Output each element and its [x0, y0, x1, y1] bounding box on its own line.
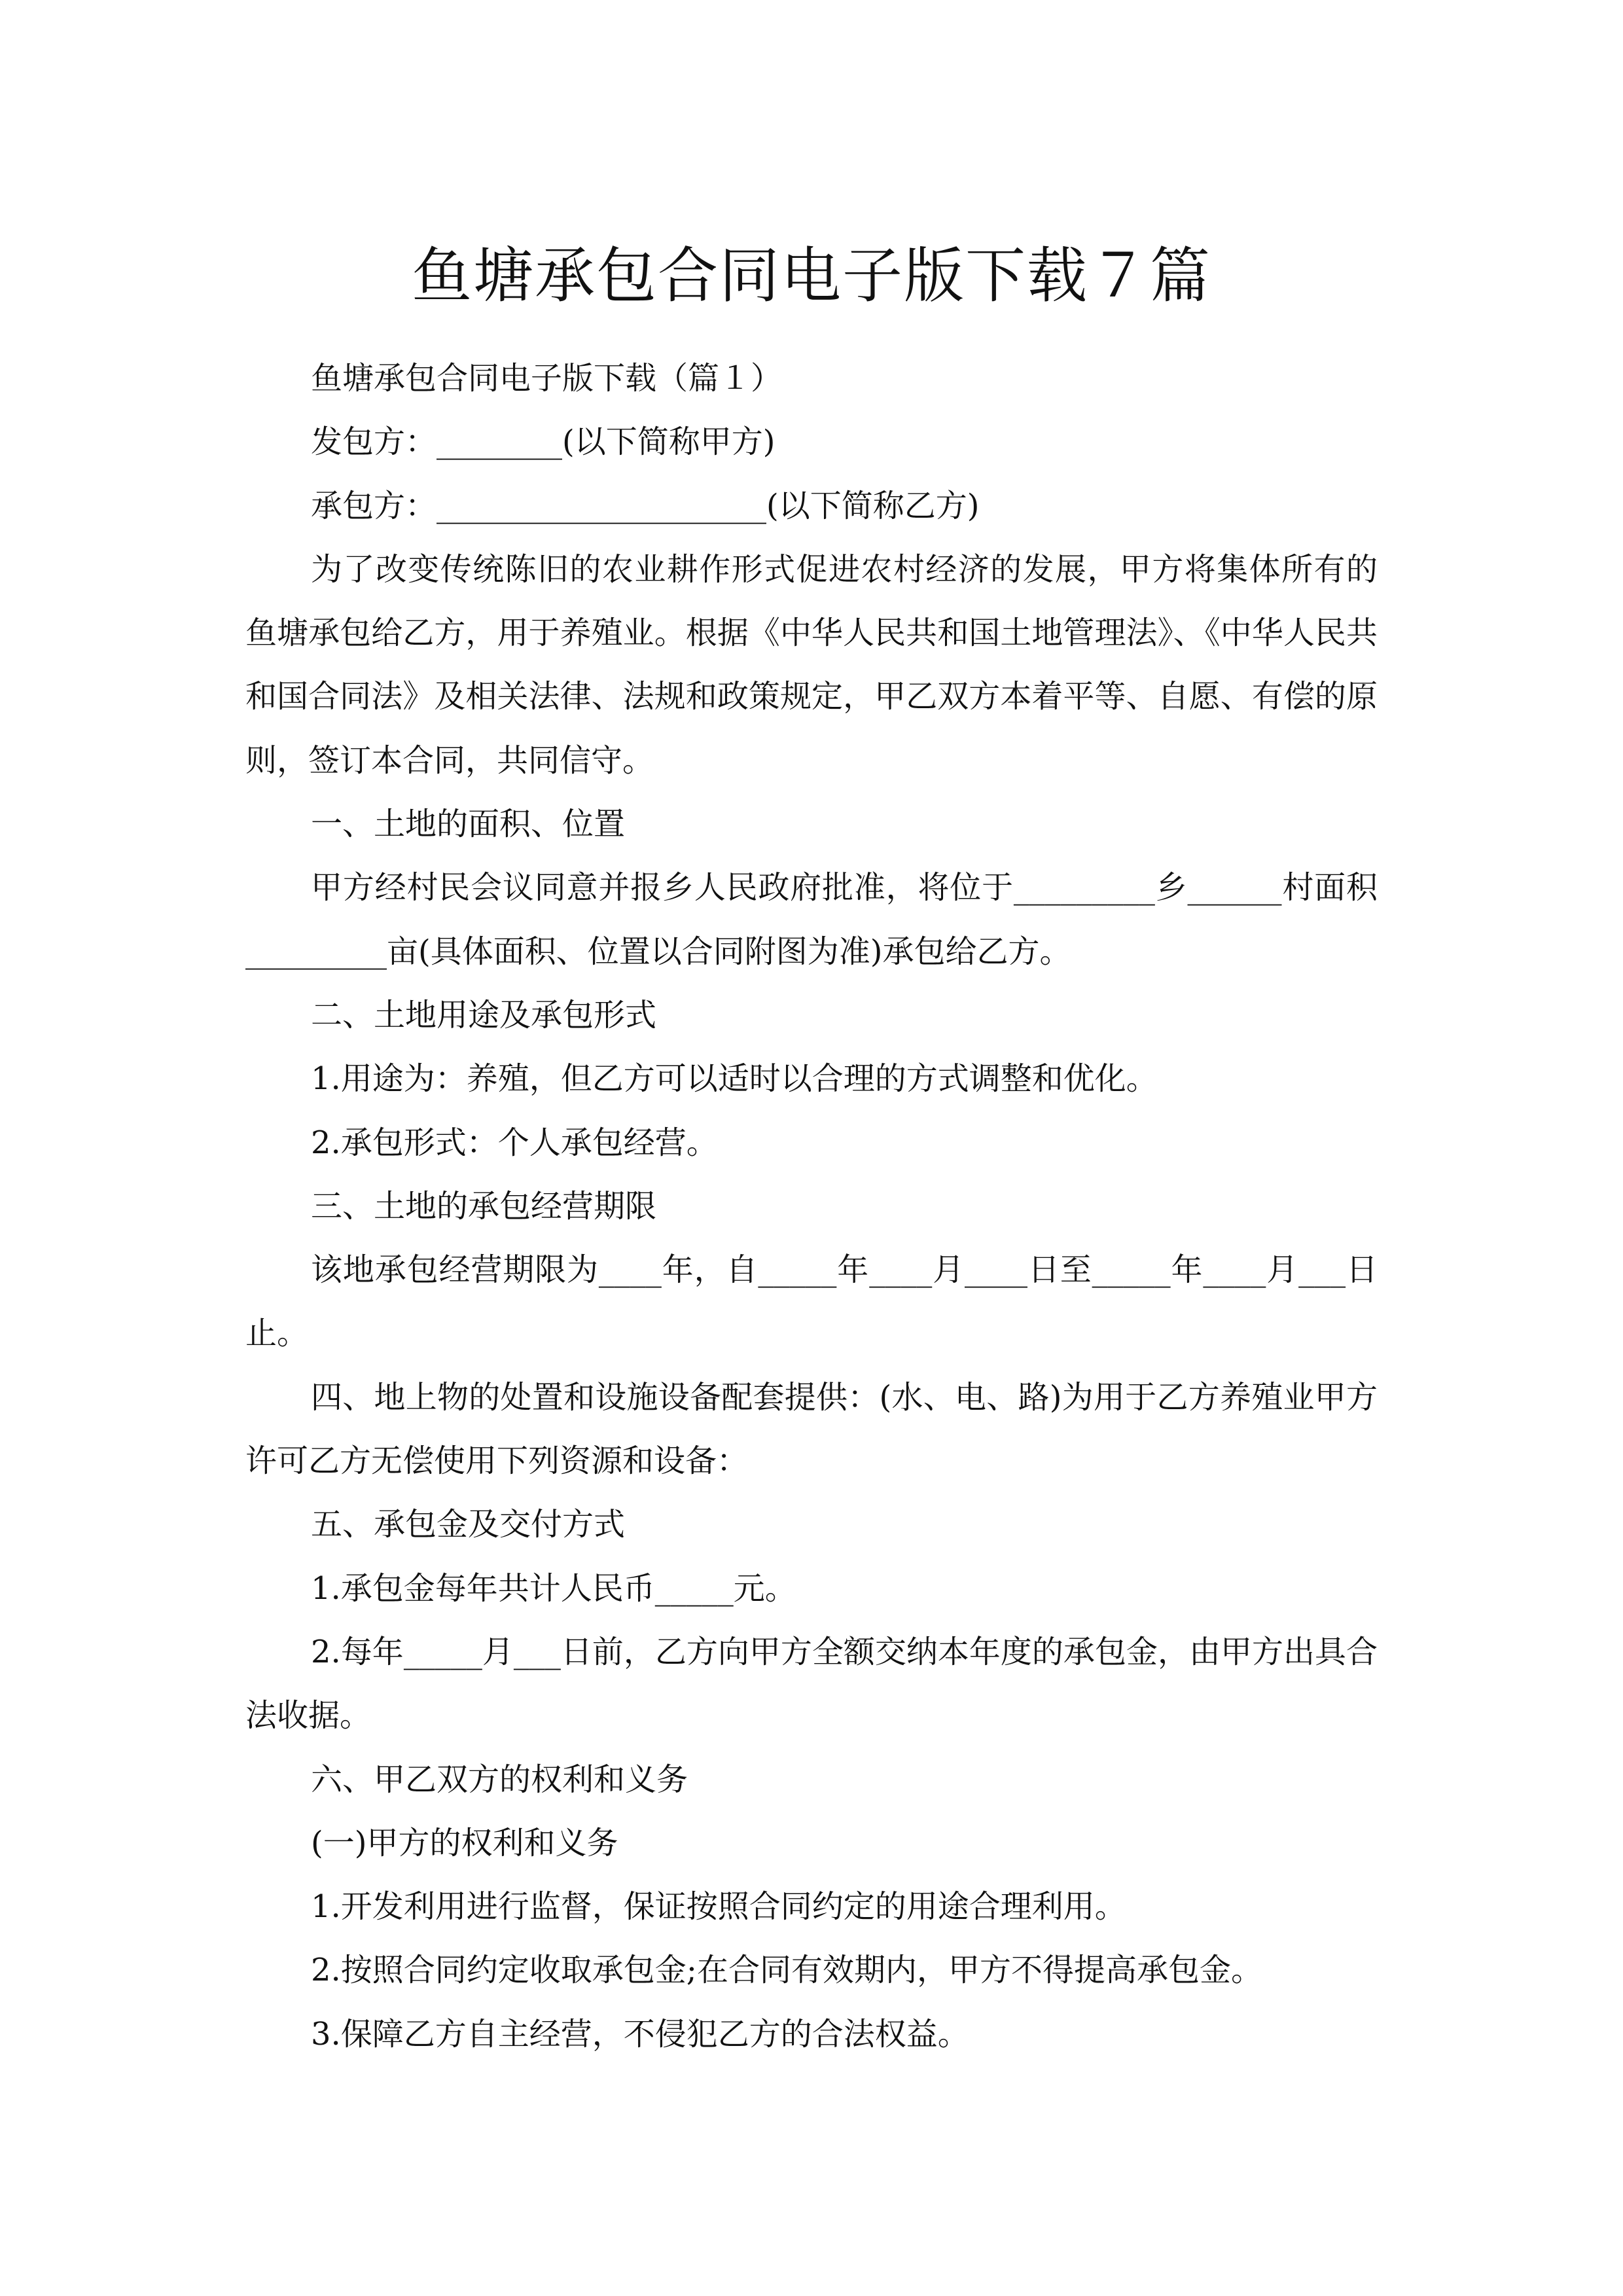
clause-item: 1.用途为：养殖，但乙方可以适时以合理的方式调整和优化。 — [311, 1060, 1158, 1098]
clause-item: 2.每年_____月___日前，乙方向甲方全额交纳本年度的承包金，由甲方出具合法收据。 — [245, 1633, 1378, 1734]
clause-heading: 五、承包金及交付方式 — [311, 1506, 626, 1543]
clause-heading: 一、土地的面积、位置 — [311, 806, 626, 843]
document-body — [245, 347, 1378, 2066]
preamble-paragraph: 为了改变传统陈旧的农业耕作形式促进农村经济的发展，甲方将集体所有的鱼塘承包给乙方，用于养殖业。根据《中华人民共和国土地管理法》、《中华人民共和国合同法》及相关法律、法规和政策规定，甲乙双方本着平等、自愿、有偿的原则，签订本合同，共同信守。 — [245, 550, 1378, 779]
document-title: 鱼塘承包合同电子版下载７篇 — [411, 240, 1211, 311]
clause-item: 2.承包形式：个人承包经营。 — [311, 1124, 718, 1161]
clause-paragraph: 该地承包经营期限为____年，自_____年____月____日至_____年____月___日止。 — [245, 1251, 1378, 1352]
party-b-line: 承包方：_____________________(以下简称乙方) — [311, 487, 980, 524]
clause-item: 1.开发利用进行监督，保证按照合同约定的用途合理利用。 — [311, 1888, 1126, 1926]
clause-heading: 三、土地的承包经营期限 — [311, 1187, 657, 1225]
clause-item: 3.保障乙方自主经营，不侵犯乙方的合法权益。 — [311, 2015, 969, 2053]
party-a-line: 发包方：________(以下简称甲方) — [311, 423, 776, 461]
clause-paragraph: 四、地上物的处置和设施设备配套提供：(水、电、路)为用于乙方养殖业甲方许可乙方无偿使用下列资源和设备： — [245, 1378, 1378, 1480]
section-heading: 鱼塘承包合同电子版下载（篇１） — [311, 360, 783, 397]
clause-item: 2.按照合同约定收取承包金;在合同有效期内，甲方不得提高承包金。 — [311, 1952, 1262, 1989]
clause-heading: 六、甲乙双方的权利和义务 — [311, 1761, 688, 1798]
subclause-heading: (一)甲方的权利和义务 — [311, 1824, 618, 1861]
clause-item: 1.承包金每年共计人民币_____元。 — [311, 1570, 796, 1607]
clause-paragraph: 甲方经村民会议同意并报乡人民政府批准，将位于_________乡______村面积_________亩(具体面积、位置以合同附图为准)承包给乙方。 — [245, 869, 1378, 970]
clause-heading: 二、土地用途及承包形式 — [311, 996, 657, 1033]
